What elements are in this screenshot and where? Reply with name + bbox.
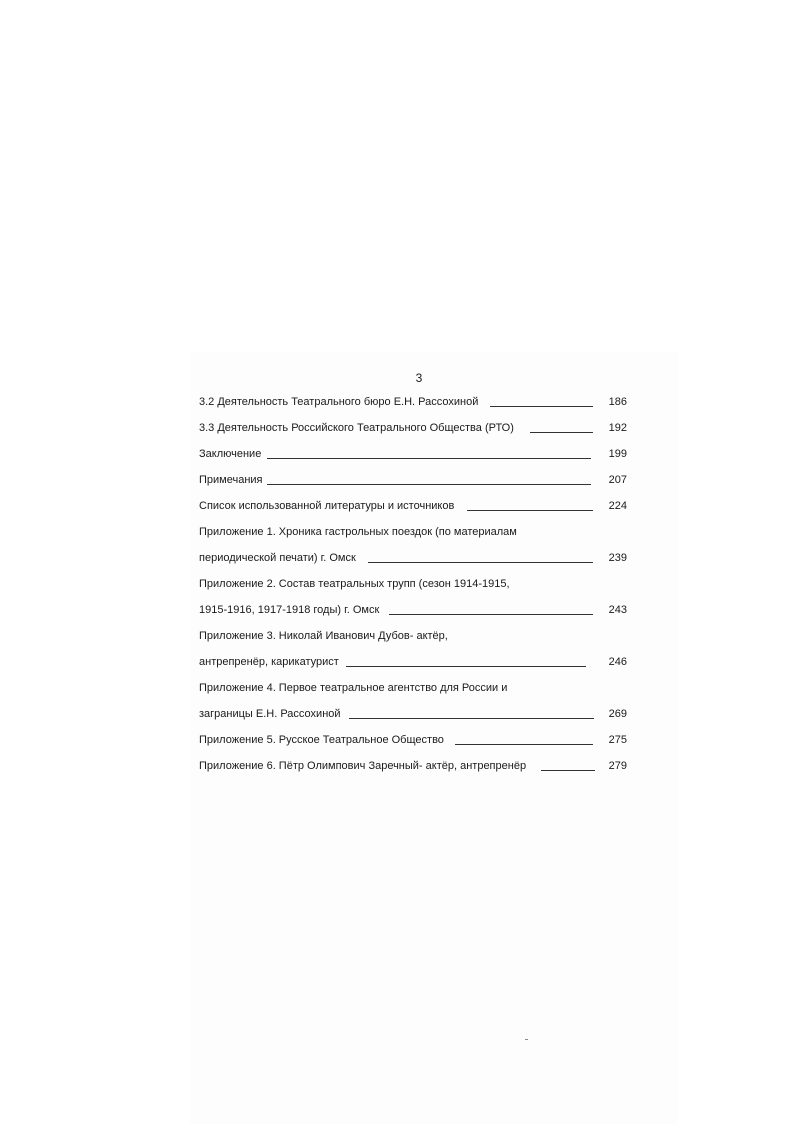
toc-entry — [199, 550, 627, 566]
page-number: 3 — [415, 371, 423, 385]
toc-leader — [455, 744, 593, 745]
toc-entry-page: 243 — [608, 604, 627, 616]
toc-entry — [199, 732, 627, 748]
toc-entry — [199, 628, 627, 644]
toc-entry-title: Приложение 2. Состав театральных трупп (сезон 1914-1915, — [199, 578, 510, 590]
toc-entry-page: 269 — [608, 708, 627, 720]
toc-entry — [199, 576, 627, 592]
toc-entry-page: 207 — [608, 474, 627, 486]
toc-entry-title: заграницы Е.Н. Рассохиной — [199, 708, 341, 720]
scan-speck — [525, 1039, 528, 1040]
toc-leader — [389, 614, 593, 615]
toc-entry-title: 3.2 Деятельность Театрального бюро Е.Н. Рассохиной — [199, 396, 479, 408]
toc-leader — [267, 458, 591, 459]
toc-entry — [199, 524, 627, 540]
toc-entry-title: 3.3 Деятельность Российского Театрального Общества (РТО) — [199, 422, 514, 434]
toc-entry-page: 199 — [608, 448, 627, 460]
toc-leader — [368, 562, 593, 563]
toc-entry-page: 192 — [608, 422, 627, 434]
toc-entry-page: 239 — [608, 552, 627, 564]
toc-entry-title: антрепренёр, карикатурист — [199, 656, 339, 668]
toc-entry — [199, 602, 627, 618]
toc-entry-page: 246 — [608, 656, 627, 668]
toc-entry-page: 224 — [608, 500, 627, 512]
toc-entry-title: Приложение 6. Пётр Олимпович Заречный- актёр, антрепренёр — [199, 760, 527, 772]
toc-leader — [490, 406, 593, 407]
toc-leader — [541, 770, 595, 771]
toc-entry-title: Список использованной литературы и источников — [199, 500, 455, 512]
toc-entry-page: 279 — [608, 760, 627, 772]
toc-entry-page: 186 — [608, 396, 627, 408]
toc-entry — [199, 394, 627, 410]
toc-entry-title: Приложение 1. Хроника гастрольных поездок (по материалам — [199, 526, 517, 538]
toc-leader — [349, 718, 594, 719]
toc-leader — [346, 666, 586, 667]
toc-leader — [267, 484, 591, 485]
toc-leader — [530, 432, 593, 433]
toc-entry — [199, 420, 627, 436]
toc-entry — [199, 446, 627, 462]
toc-leader — [467, 510, 593, 511]
toc-entry-page: 275 — [608, 734, 627, 746]
toc-entry-title: Приложение 3. Николай Иванович Дубов- актёр, — [199, 630, 448, 642]
toc-entry — [199, 498, 627, 514]
toc-entry — [199, 654, 627, 670]
toc-entry-title: 1915-1916, 1917-1918 годы) г. Омск — [199, 604, 380, 616]
toc-entry — [199, 706, 627, 722]
toc-entry-title: Примечания — [199, 474, 263, 486]
toc-entry-title: Приложение 5. Русское Театральное Общество — [199, 734, 444, 746]
toc-entry-title: Заключение — [199, 448, 262, 460]
toc-entry — [199, 472, 627, 488]
toc-entry-title: Приложение 4. Первое театральное агентство для России и — [199, 682, 508, 694]
toc-entry — [199, 758, 627, 774]
toc-entry — [199, 680, 627, 696]
toc-entry-title: периодической печати) г. Омск — [199, 552, 356, 564]
